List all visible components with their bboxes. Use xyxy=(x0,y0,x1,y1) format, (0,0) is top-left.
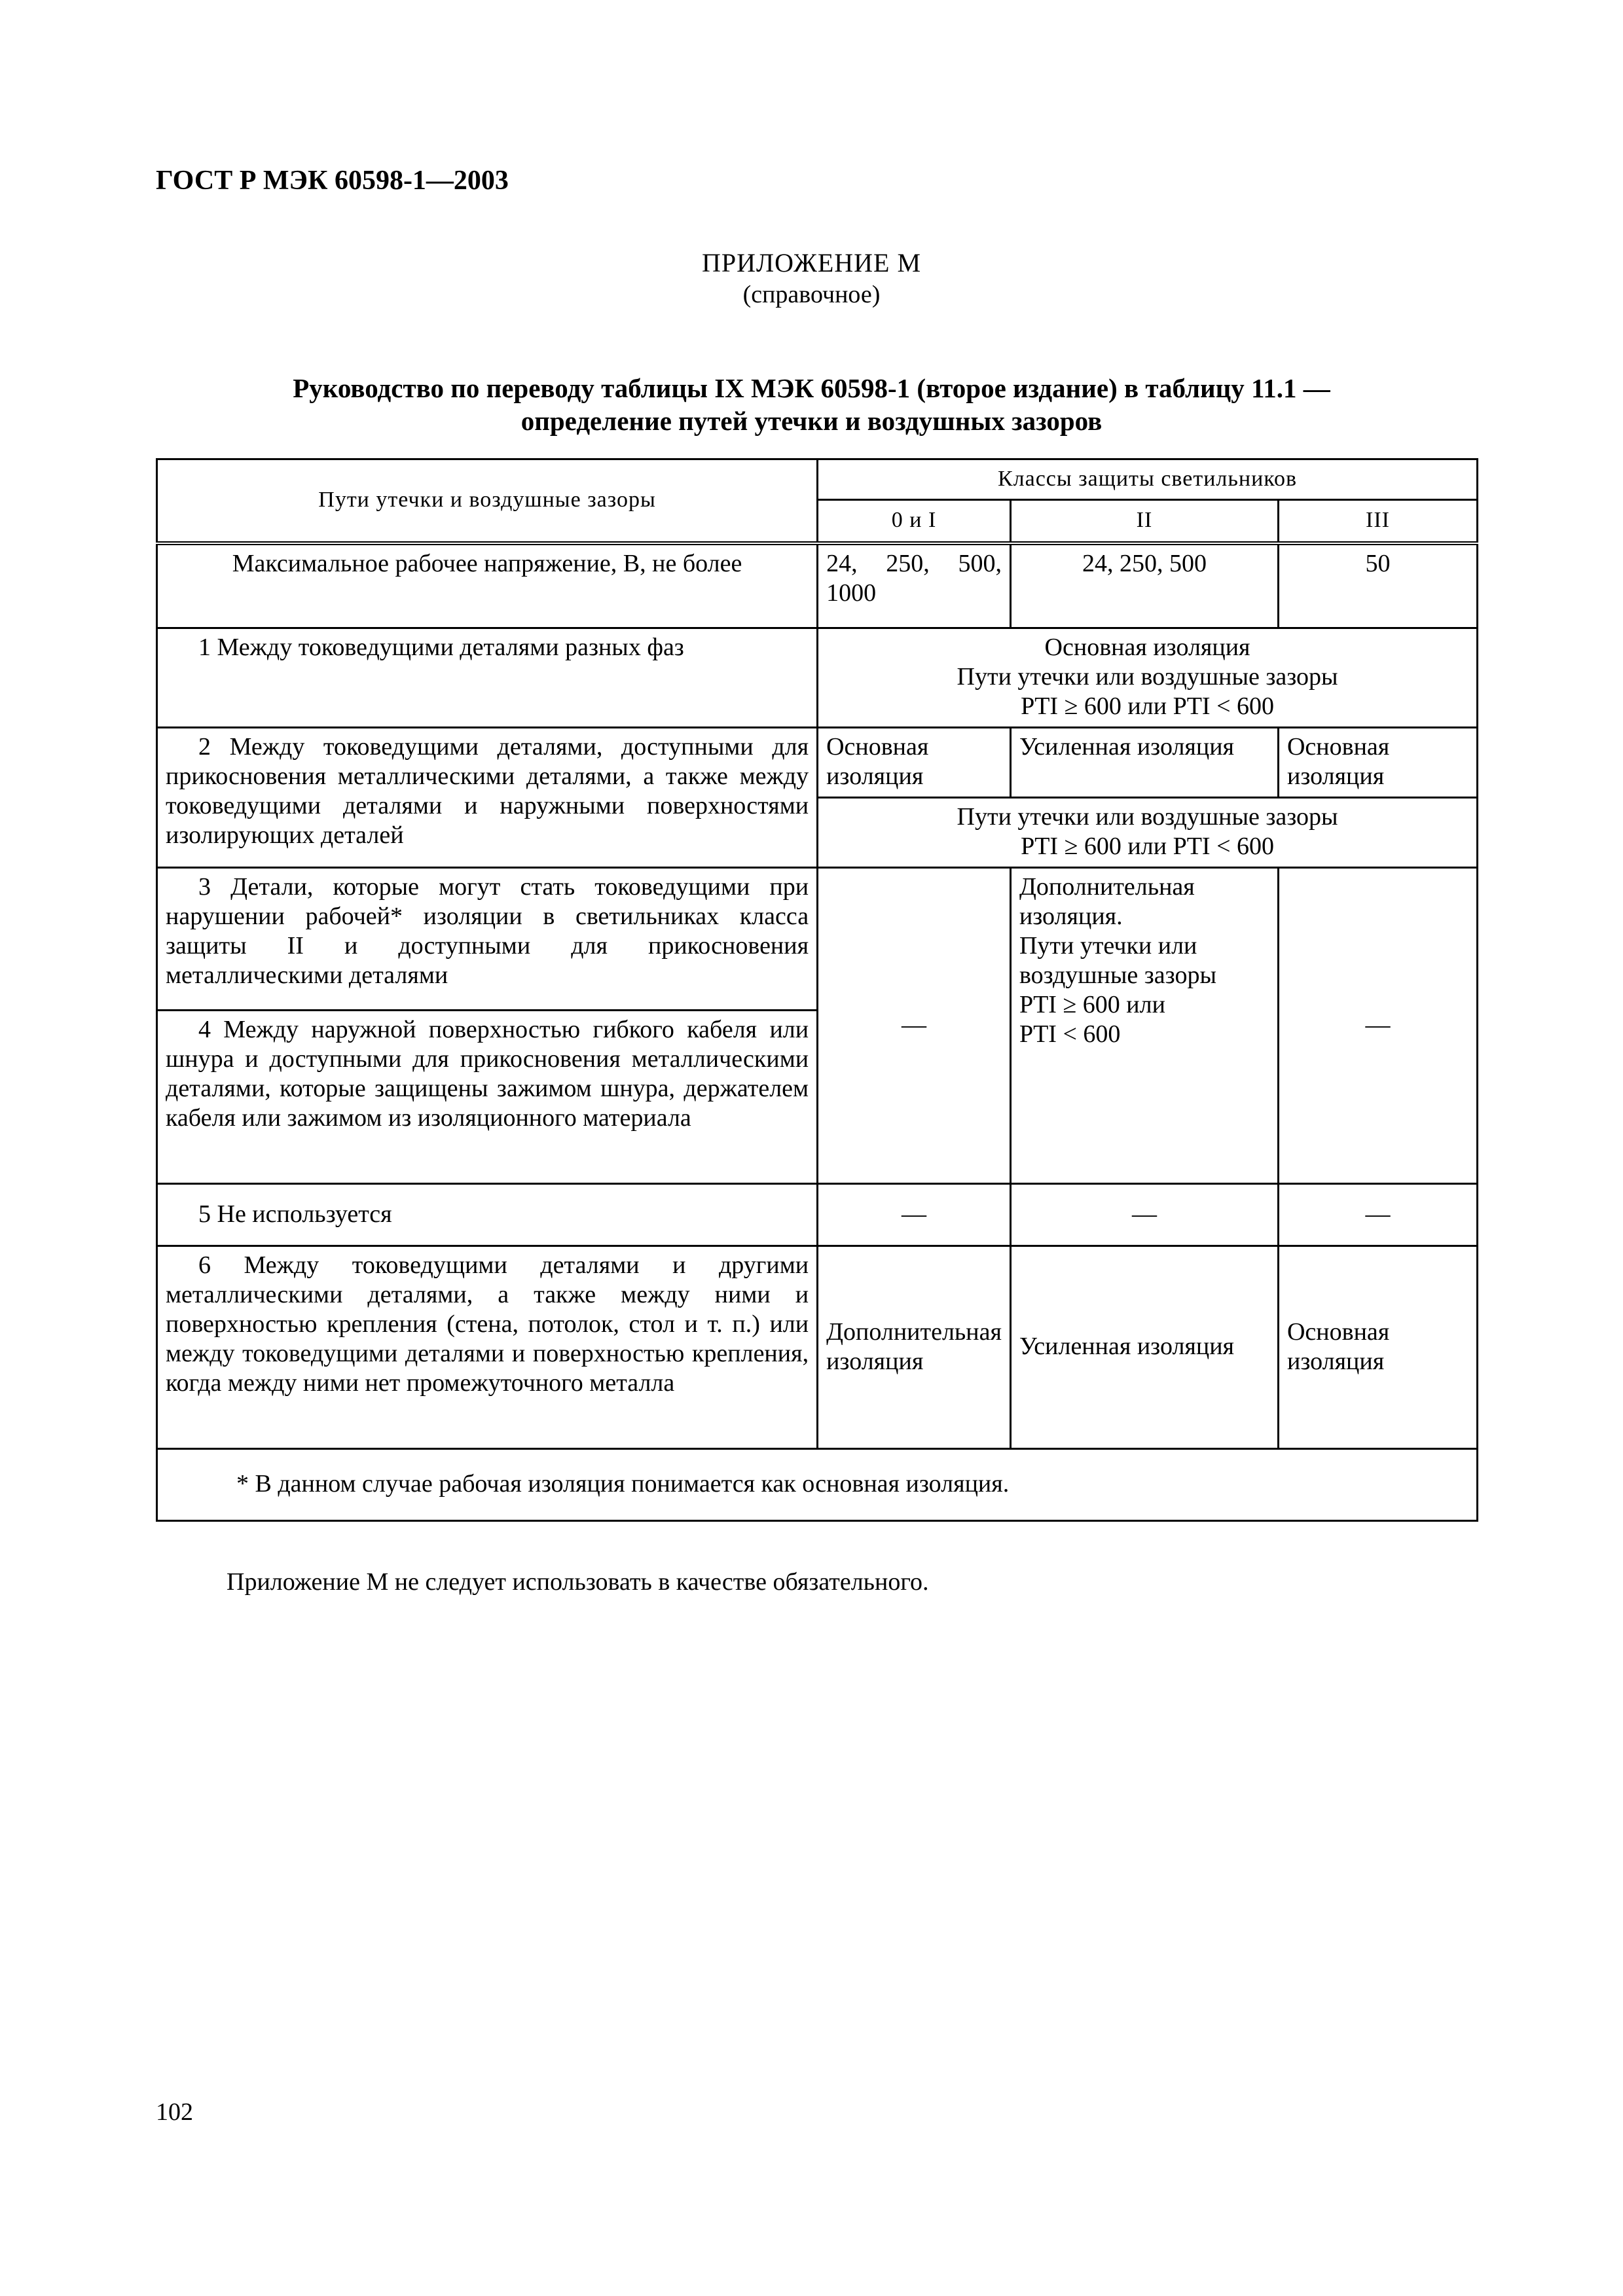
row-2-class-II: Усиленная изоляция xyxy=(1010,728,1278,798)
row-3-4-class-II-line-6: PTI < 600 xyxy=(1019,1020,1121,1048)
row-1-merged xyxy=(818,628,1478,728)
row-3-4-class-II-line-2: изоляция. xyxy=(1019,903,1123,930)
row-3-4-class-III: — xyxy=(1278,868,1477,1184)
table-row xyxy=(157,868,1478,1011)
header-class-III: III xyxy=(1278,500,1477,543)
appendix-subtitle: (справочное) xyxy=(742,281,881,308)
row-2-merged-line-2: PTI ≥ 600 или PTI < 600 xyxy=(1021,833,1274,860)
row-1-label: 1 Между токоведущими деталями разных фаз xyxy=(157,628,818,728)
row-5-class-0-I: — xyxy=(818,1184,1011,1246)
row-6-class-II: Усиленная изоляция xyxy=(1010,1246,1278,1449)
row-1-merged-line-2: Пути утечки или воздушные зазоры xyxy=(957,663,1338,691)
row-3-4-class-0-I: — xyxy=(818,868,1011,1184)
conversion-table xyxy=(156,458,1478,1522)
table-row xyxy=(157,728,1478,798)
row-voltage-label: Максимальное рабочее напряжение, В, не более xyxy=(157,543,818,628)
table-caption xyxy=(0,372,1623,437)
row-2-merged xyxy=(818,798,1478,868)
row-3-label: 3 Детали, которые могут стать токоведущими при нарушении рабочей* изоляции в светильниках класса защиты II и доступными для прикосновения металлическими деталями xyxy=(157,868,818,1011)
table-footnote: * В данном случае рабочая изоляция понимается как основная изоляция. xyxy=(157,1449,1478,1521)
table-row xyxy=(157,1184,1478,1246)
header-class-0-I: 0 и I xyxy=(818,500,1011,543)
row-2-merged-line-1: Пути утечки или воздушные зазоры xyxy=(957,803,1338,831)
row-1-merged-line-1: Основная изоляция xyxy=(1044,634,1250,661)
table-caption-line-1: Руководство по переводу таблицы IX МЭК 60598-1 (второе издание) в таблицу 11.1 — xyxy=(293,373,1330,403)
row-2-class-III: Основная изоляция xyxy=(1278,728,1477,798)
table-row xyxy=(157,543,1478,628)
row-3-4-class-II xyxy=(1010,868,1278,1184)
row-3-4-class-II-line-3: Пути утечки или xyxy=(1019,932,1197,960)
row-5-label: 5 Не используется xyxy=(157,1184,818,1246)
table-footnote-row xyxy=(157,1449,1478,1521)
row-6-class-III: Основная изоляция xyxy=(1278,1246,1477,1449)
row-3-4-class-II-line-1: Дополнительная xyxy=(1019,873,1195,901)
appendix-title: ПРИЛОЖЕНИЕ М xyxy=(701,248,922,278)
row-1-merged-line-3: PTI ≥ 600 или PTI < 600 xyxy=(1021,692,1274,720)
page-number: 102 xyxy=(156,2098,193,2126)
header-paths: Пути утечки и воздушные зазоры xyxy=(157,459,818,543)
row-2-label: 2 Между токоведущими деталями, доступными для прикосновения металлическими деталями, а также между токоведущими деталями и наружными поверхностями изолирующих деталей xyxy=(157,728,818,868)
row-3-4-class-II-line-5: PTI ≥ 600 или xyxy=(1019,991,1165,1018)
row-6-label: 6 Между токоведущими деталями и другими металлическими деталями, а также между ними и поверхностью крепления (стена, потолок, стол и т. п.) или между токоведущими деталями и поверхностью крепления, когда между ними нет промежуточного металла xyxy=(157,1246,818,1449)
row-3-4-class-II-line-4: воздушные зазоры xyxy=(1019,961,1216,989)
row-2-class-0-I: Основная изоляция xyxy=(818,728,1011,798)
row-voltage-class-II: 24, 250, 500 xyxy=(1010,543,1278,628)
row-voltage-class-0-I: 24, 250, 500, 1000 xyxy=(818,543,1011,628)
header-class-II: II xyxy=(1010,500,1278,543)
row-4-label: 4 Между наружной поверхностью гибкого кабеля или шнура и доступными для прикосновения металлическими деталями, которые защищены зажимом шнура, держателем кабеля или зажимом из изоляционного материала xyxy=(157,1011,818,1184)
row-voltage-class-III: 50 xyxy=(1278,543,1477,628)
closing-note: Приложение М не следует использовать в качестве обязательного. xyxy=(227,1568,929,1596)
table-row xyxy=(157,1246,1478,1449)
row-5-class-III: — xyxy=(1278,1184,1477,1246)
row-6-class-0-I: Дополнительная изоляция xyxy=(818,1246,1011,1449)
row-5-class-II: — xyxy=(1010,1184,1278,1246)
table-caption-line-2: определение путей утечки и воздушных зазоров xyxy=(520,406,1103,436)
table-row xyxy=(157,628,1478,728)
document-id: ГОСТ Р МЭК 60598-1—2003 xyxy=(156,166,509,196)
header-classes: Классы защиты светильников xyxy=(818,459,1478,500)
